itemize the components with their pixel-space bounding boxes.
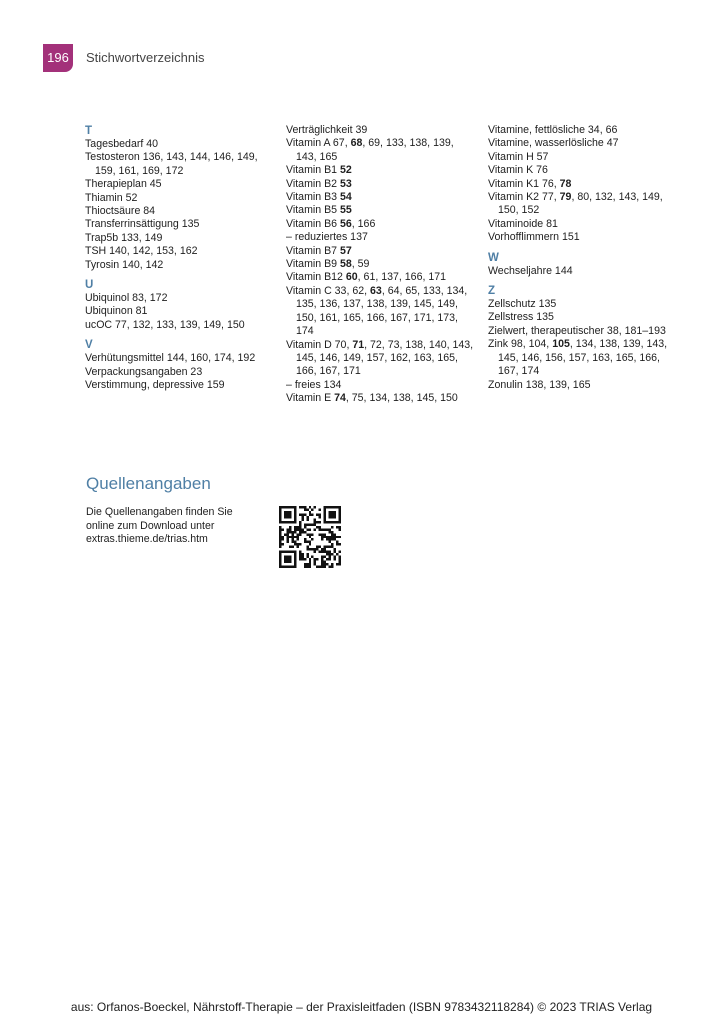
- index-entry: Zielwert, therapeutischer 38, 181–193: [488, 324, 666, 337]
- index-column-3: [488, 124, 678, 392]
- index-entry: Thiamin 52: [85, 191, 138, 204]
- index-entry: Vitamin B2 53: [286, 177, 352, 190]
- index-entry: Tagesbedarf 40: [85, 138, 159, 150]
- index-entry: Testosteron 136, 143, 144, 146, 149, 159, 161, 169, 172: [85, 151, 258, 177]
- sources-line: online zum Download unter: [86, 519, 215, 532]
- index-entry: Wechseljahre 144: [488, 264, 573, 277]
- index-entry: Verstimmung, depressive 159: [85, 379, 225, 392]
- page-number-badge: 196: [43, 44, 73, 72]
- index-entry: Vitamin C 33, 62, 63, 64, 65, 133, 134, 135, 136, 137, 138, 139, 145, 149, 150, 161, 165, 166, 167, 171, 173, 174: [286, 284, 468, 338]
- index-entry: Zellstress 135: [488, 311, 554, 324]
- index-entry: Vitamin K2 77, 79, 80, 132, 143, 149, 150, 152: [488, 191, 663, 217]
- index-entry: Transferrinsättigung 135: [85, 218, 200, 231]
- index-entry: Therapieplan 45: [85, 178, 162, 191]
- index-entry: Ubiquinol 83, 172: [85, 292, 168, 305]
- index-entry: Thioctsäure 84: [85, 205, 156, 218]
- index-entry: Zink 98, 104, 105, 134, 138, 139, 143, 145, 146, 156, 157, 163, 165, 166, 167, 174: [488, 338, 668, 378]
- index-entry: Vitaminoide 81: [488, 217, 558, 230]
- index-entry: – freies 134: [286, 378, 342, 391]
- index-entry: Ubiquinon 81: [85, 305, 148, 318]
- index-entry: Vitamin K1 76, 78: [488, 177, 572, 190]
- index-entry: Vitamin H 57: [488, 150, 549, 163]
- index-entry: Vitamine, wasserlösliche 47: [488, 137, 619, 150]
- index-entry: TSH 140, 142, 153, 162: [85, 245, 198, 258]
- index-letter-heading: V: [85, 339, 93, 352]
- index-entry: Vitamin B5 55: [286, 204, 352, 217]
- index-letter-heading: T: [85, 125, 93, 137]
- sources-text: [86, 506, 266, 547]
- index-entry: Vitamin B9 58, 59: [286, 258, 370, 271]
- index-entry: Vitamin B6 56, 166: [286, 217, 376, 230]
- index-entry: Verträglichkeit 39: [286, 124, 368, 136]
- index-entry: Vitamine, fettlösliche 34, 66: [488, 124, 618, 136]
- index-entry: Vitamin E 74, 75, 134, 138, 145, 150: [286, 392, 458, 405]
- index-entry: Vitamin B1 52: [286, 164, 352, 177]
- index-entry: Zellschutz 135: [488, 298, 557, 311]
- index-entry: Vitamin K 76: [488, 164, 548, 177]
- qr-code-icon[interactable]: [279, 506, 341, 568]
- index-entry: – reduziertes 137: [286, 231, 368, 244]
- running-header-title: Stichwortverzeichnis: [86, 50, 205, 65]
- sources-heading: Quellenangaben: [86, 474, 211, 493]
- index-entry: Vorhofflimmern 151: [488, 231, 580, 244]
- index-entry: Trap5b 133, 149: [85, 231, 163, 244]
- index-entry: Vitamin B7 57: [286, 244, 352, 257]
- index-entry: Vitamin A 67, 68, 69, 133, 138, 139, 143, 165: [286, 137, 454, 163]
- index-entry: Vitamin D 70, 71, 72, 73, 138, 140, 143, 145, 146, 149, 157, 162, 163, 165, 166, 167, 171: [286, 338, 474, 378]
- index-entry: Verhütungsmittel 144, 160, 174, 192: [85, 352, 256, 365]
- page-footer-citation: aus: Orfanos-Boeckel, Nährstoff-Therapie – der Praxisleitfaden (ISBN 9783432118284) © 2023 TRIAS Verlag: [70, 1000, 653, 1014]
- index-entry: Zonulin 138, 139, 165: [488, 378, 591, 391]
- sources-link[interactable]: extras.thieme.de/trias.htm: [86, 533, 208, 546]
- sources-line: Die Quellenangaben finden Sie: [86, 506, 233, 518]
- index-letter-heading: U: [85, 279, 94, 292]
- index-entry: Verpackungsangaben 23: [85, 365, 203, 378]
- index-entry: Tyrosin 140, 142: [85, 258, 164, 271]
- index-entry: ucOC 77, 132, 133, 139, 149, 150: [85, 318, 245, 331]
- index-letter-heading: Z: [488, 285, 496, 298]
- index-column-1: [85, 124, 270, 393]
- index-letter-heading: W: [488, 251, 499, 264]
- index-entry: Vitamin B12 60, 61, 137, 166, 171: [286, 271, 447, 284]
- index-column-2: [286, 124, 476, 406]
- index-entry: Vitamin B3 54: [286, 191, 352, 204]
